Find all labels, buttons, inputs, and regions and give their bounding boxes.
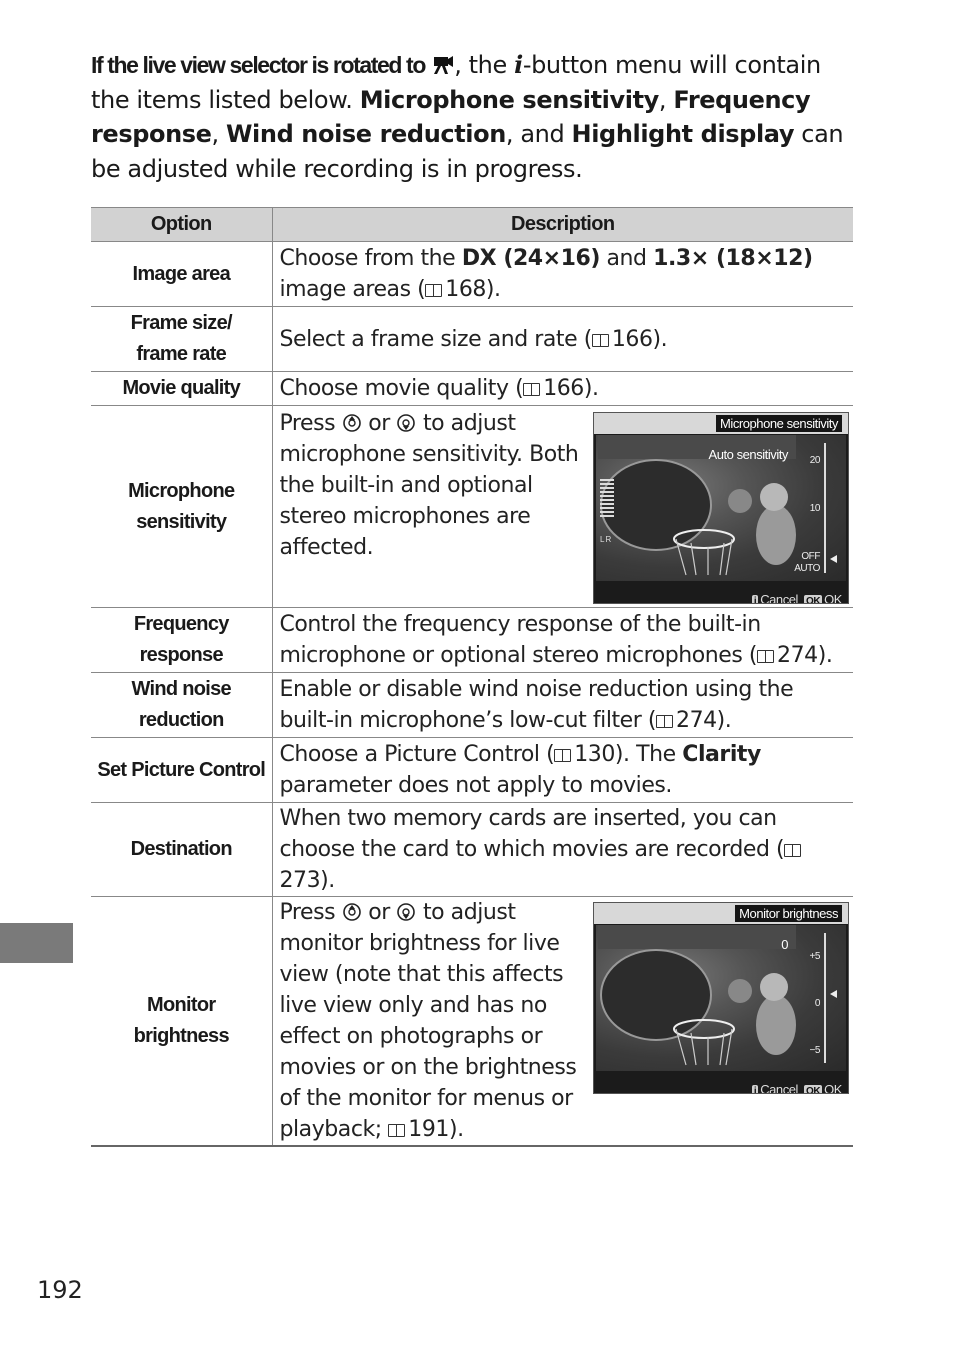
desc-bold: 12) bbox=[773, 246, 813, 271]
desc-text: Press bbox=[279, 411, 336, 436]
ok-key-icon: OK bbox=[804, 1085, 822, 1094]
screen-title: Monitor brightness bbox=[735, 905, 842, 922]
header-description: Description bbox=[272, 208, 853, 242]
option-image-area: Image area bbox=[91, 242, 272, 307]
meter-label: L R bbox=[600, 535, 611, 544]
option-movie-quality: Movie quality bbox=[91, 372, 272, 406]
desc-text: Choose a Picture Control ( bbox=[279, 742, 555, 767]
scale-label: OFF bbox=[801, 551, 820, 562]
ok-label: OK bbox=[824, 592, 842, 604]
screen-footer bbox=[594, 581, 848, 603]
desc-text: ). bbox=[652, 326, 668, 352]
intro-sep: , and bbox=[505, 120, 572, 148]
desc-text: ). bbox=[485, 277, 501, 302]
description-picture-control bbox=[272, 738, 853, 803]
microphone-text bbox=[280, 408, 580, 563]
desc-text: parameter does not apply to movies. bbox=[279, 773, 672, 798]
book-icon bbox=[388, 1124, 405, 1137]
description-monitor bbox=[272, 897, 853, 1147]
scale-label: 10 bbox=[809, 503, 820, 514]
brightness-scale bbox=[800, 933, 840, 1063]
page-ref: 274 bbox=[676, 708, 717, 733]
scale-pointer-icon bbox=[830, 555, 837, 563]
option-line: Microphone bbox=[128, 479, 235, 502]
screen-value-text: 0 bbox=[781, 937, 788, 952]
i-button-icon: i bbox=[514, 50, 523, 79]
screen-title-bar bbox=[594, 413, 848, 434]
options-table bbox=[91, 207, 853, 1147]
scale-label: 0 bbox=[814, 998, 820, 1009]
option-line: brightness bbox=[133, 1025, 229, 1047]
option-frame-size bbox=[91, 307, 272, 372]
header-option: Option bbox=[91, 208, 272, 242]
option-line: sensitivity bbox=[136, 510, 227, 533]
desc-text: to adjust microphone sensitivity. Both the built-in and optional stereo microphones are affected. bbox=[279, 411, 579, 560]
option-picture-control: Set Picture Control bbox=[91, 738, 272, 803]
scale-pointer-icon bbox=[830, 990, 837, 998]
desc-text: or bbox=[368, 900, 390, 925]
desc-text: ). bbox=[320, 868, 335, 893]
cancel-label: Cancel bbox=[760, 592, 798, 604]
table-row-microphone bbox=[91, 406, 853, 608]
book-icon bbox=[757, 650, 774, 663]
option-line: reduction bbox=[138, 709, 224, 731]
book-icon bbox=[592, 334, 609, 347]
option-wind bbox=[91, 673, 272, 738]
desc-bold: DX (24 bbox=[461, 246, 543, 271]
desc-text: Choose movie quality ( bbox=[279, 376, 524, 401]
desc-text: Control the frequency response of the built-in microphone or optional stereo microphones ( bbox=[279, 612, 761, 668]
intro-sep: , bbox=[658, 85, 674, 114]
scale-label: +5 bbox=[809, 951, 820, 962]
desc-bold: × bbox=[755, 246, 774, 271]
screen-value-label bbox=[598, 925, 796, 952]
option-monitor bbox=[91, 897, 272, 1147]
page-ref: 130 bbox=[574, 742, 615, 767]
microphone-sensitivity-screen bbox=[593, 412, 849, 604]
desc-text: Press bbox=[279, 900, 336, 925]
screen-sub-label bbox=[598, 435, 796, 462]
table-row-frequency bbox=[91, 608, 853, 673]
desc-text: ). bbox=[817, 643, 833, 668]
desc-text: and bbox=[599, 246, 654, 271]
book-icon bbox=[656, 715, 673, 728]
multi-selector-down-icon bbox=[396, 902, 416, 922]
table-row-wind bbox=[91, 673, 853, 738]
movie-camera-icon bbox=[432, 55, 454, 75]
option-frequency bbox=[91, 608, 272, 673]
page-ref: 168 bbox=[445, 277, 486, 302]
monitor-text bbox=[280, 897, 580, 1145]
page-ref: 273 bbox=[279, 868, 321, 893]
intro-after-icon: , the bbox=[454, 51, 507, 79]
desc-text: Enable or disable wind noise reduction using the built-in microphone’s low-cut filter ( bbox=[279, 677, 794, 733]
desc-bold: 1.3× (18 bbox=[653, 246, 756, 271]
page-ref: 191 bbox=[408, 1117, 449, 1142]
ok-key-icon: OK bbox=[804, 595, 822, 604]
sensitivity-scale bbox=[794, 443, 840, 574]
intro-bold-highlight: Highlight display bbox=[571, 120, 795, 148]
table-row-movie-quality bbox=[91, 372, 853, 406]
ok-label: OK bbox=[824, 1082, 842, 1094]
description-movie-quality bbox=[272, 372, 853, 406]
table-row-monitor bbox=[91, 897, 853, 1147]
description-frame-size bbox=[272, 307, 853, 372]
desc-text: When two memory cards are inserted, you can choose the card to which movies are recorded ( bbox=[279, 806, 785, 862]
option-line: Wind noise bbox=[131, 678, 231, 700]
intro-lead: If the live view selector is rotated to bbox=[91, 52, 425, 78]
desc-text: ). The bbox=[614, 742, 683, 767]
description-wind bbox=[272, 673, 853, 738]
multi-selector-up-icon bbox=[342, 902, 362, 922]
page-ref: 166 bbox=[611, 326, 653, 352]
scale-label: AUTO bbox=[794, 563, 820, 574]
screen-title: Microphone sensitivity bbox=[716, 415, 842, 432]
i-key-icon: i bbox=[752, 595, 758, 604]
screen-title-bar bbox=[594, 903, 848, 924]
intro-rest1: -button menu will contain the items listed below. bbox=[91, 51, 821, 114]
table-row-image-area bbox=[91, 242, 853, 307]
option-line: Frame size/ bbox=[130, 312, 232, 334]
desc-bold: 16) bbox=[560, 246, 600, 271]
page-ref: 274 bbox=[777, 643, 818, 668]
book-icon bbox=[554, 749, 571, 762]
desc-bold: × bbox=[542, 246, 561, 271]
table-row-frame-size bbox=[91, 307, 853, 372]
desc-text: ). bbox=[716, 708, 732, 733]
option-microphone bbox=[91, 406, 272, 608]
description-frequency bbox=[272, 608, 853, 673]
table-header-row bbox=[91, 208, 853, 242]
multi-selector-up-icon bbox=[342, 413, 362, 433]
desc-text: ). bbox=[448, 1117, 464, 1142]
page-number: 192 bbox=[37, 1276, 83, 1304]
table-row-picture-control bbox=[91, 738, 853, 803]
option-line: Frequency bbox=[133, 613, 229, 635]
desc-text: image areas ( bbox=[279, 277, 426, 302]
intro-paragraph bbox=[91, 48, 861, 186]
description-image-area bbox=[272, 242, 853, 307]
intro-bold-frequency: Frequency response bbox=[91, 85, 811, 148]
scale-label: 20 bbox=[809, 455, 820, 466]
option-line: response bbox=[139, 644, 223, 666]
desc-text: ). bbox=[583, 376, 599, 401]
section-tab-marker bbox=[0, 923, 73, 963]
book-icon bbox=[523, 383, 540, 396]
audio-level-meter bbox=[600, 479, 614, 555]
desc-bold: Clarity bbox=[682, 742, 761, 767]
desc-text: to adjust monitor brightness for live view (note that this affects live view only and has no effect on photographs or movies or on the brightness of the monitor for menus or playback; bbox=[279, 900, 577, 1142]
option-line: frame rate bbox=[136, 343, 227, 365]
description-destination bbox=[272, 803, 853, 897]
book-icon bbox=[784, 844, 801, 857]
intro-rest2: can be adjusted while recording is in progress. bbox=[91, 120, 844, 183]
intro-sep: , bbox=[211, 120, 226, 148]
option-line: Monitor bbox=[147, 994, 216, 1016]
table-row-destination bbox=[91, 803, 853, 897]
i-key-icon: i bbox=[752, 1085, 758, 1094]
screen-sub-text: Auto sensitivity bbox=[708, 447, 788, 462]
desc-text: Select a frame size and rate ( bbox=[279, 326, 592, 352]
multi-selector-down-icon bbox=[396, 413, 416, 433]
monitor-brightness-screen bbox=[593, 902, 849, 1094]
book-icon bbox=[425, 284, 442, 297]
description-microphone bbox=[272, 406, 853, 608]
cancel-label: Cancel bbox=[760, 1082, 798, 1094]
intro-bold-microphone: Microphone sensitivity bbox=[359, 85, 659, 114]
option-destination: Destination bbox=[91, 803, 272, 897]
desc-text: Choose from the bbox=[279, 246, 462, 271]
scale-label: −5 bbox=[809, 1045, 820, 1056]
intro-bold-wind: Wind noise reduction bbox=[225, 120, 506, 148]
page-ref: 166 bbox=[543, 376, 584, 401]
screen-footer bbox=[594, 1071, 848, 1093]
desc-text: or bbox=[368, 411, 390, 436]
